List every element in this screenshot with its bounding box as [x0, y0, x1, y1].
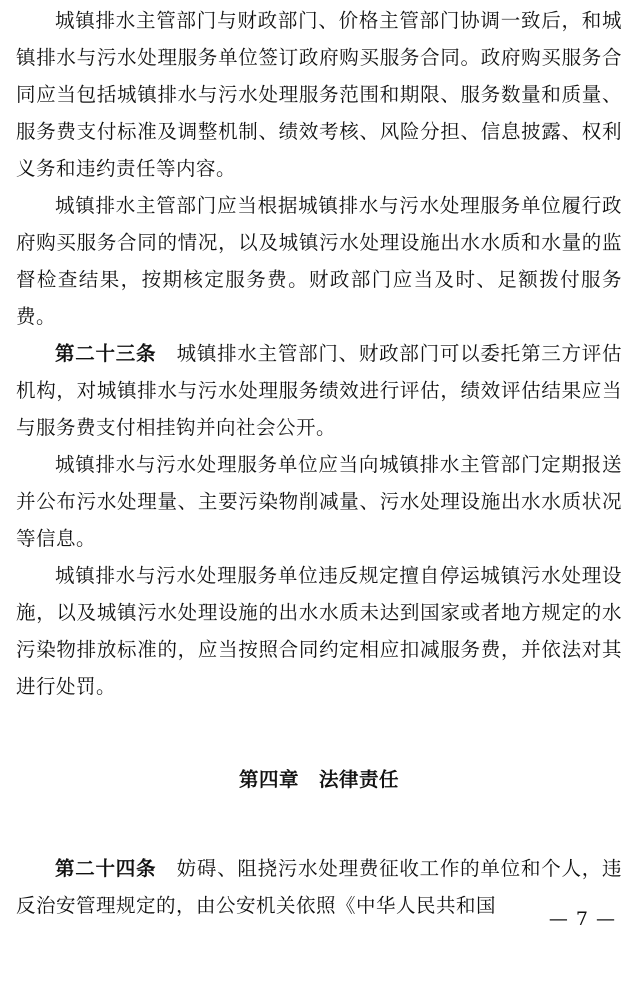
paragraph-service-fee-verification	[16, 187, 622, 335]
page-number: — 7 —	[548, 908, 616, 930]
article-23-title: 第二十三条	[55, 342, 157, 365]
article-23-text: 城镇排水主管部门、财政部门可以委托第三方评估机构，对城镇排水与污水处理服务绩效进行评估，绩效评估结果应当与服务费支付相挂钩并向社会公开。	[16, 342, 622, 439]
document-body	[16, 2, 622, 924]
spacer	[16, 705, 622, 761]
spacer	[16, 798, 622, 850]
article-24-title: 第二十四条	[55, 857, 157, 880]
paragraph-text: 城镇排水与污水处理服务单位违反规定擅自停运城镇污水处理设施，以及城镇污水处理设施的出水水质未达到国家或者地方规定的水污染物排放标准的，应当按照合同约定相应扣减服务费，并依法对其进行处罚。	[16, 564, 622, 698]
paragraph-information-disclosure	[16, 446, 622, 557]
paragraph-contract-content	[16, 2, 622, 187]
paragraph-text: 城镇排水与污水处理服务单位应当向城镇排水主管部门定期报送并公布污水处理量、主要污染物削减量、污水处理设施出水水质状况等信息。	[16, 453, 622, 550]
paragraph-text: 城镇排水主管部门与财政部门、价格主管部门协调一致后，和城镇排水与污水处理服务单位签订政府购买服务合同。政府购买服务合同应当包括城镇排水与污水处理服务范围和期限、服务数量和质量、服务费支付标准及调整机制、绩效考核、风险分担、信息披露、权利义务和违约责任等内容。	[16, 9, 622, 180]
article-23	[16, 335, 622, 446]
article-24-text: 妨碍、阻挠污水处理费征收工作的单位和个人，违反治安管理规定的，由公安机关依照《中华人民共和国	[16, 857, 622, 917]
article-24	[16, 850, 622, 924]
paragraph-text: 城镇排水主管部门应当根据城镇排水与污水处理服务单位履行政府购买服务合同的情况，以及城镇污水处理设施出水水质和水量的监督检查结果，按期核定服务费。财政部门应当及时、足额拨付服务费。	[16, 194, 622, 328]
chapter-heading: 第四章 法律责任	[238, 768, 399, 791]
paragraph-fee-deduction	[16, 557, 622, 705]
